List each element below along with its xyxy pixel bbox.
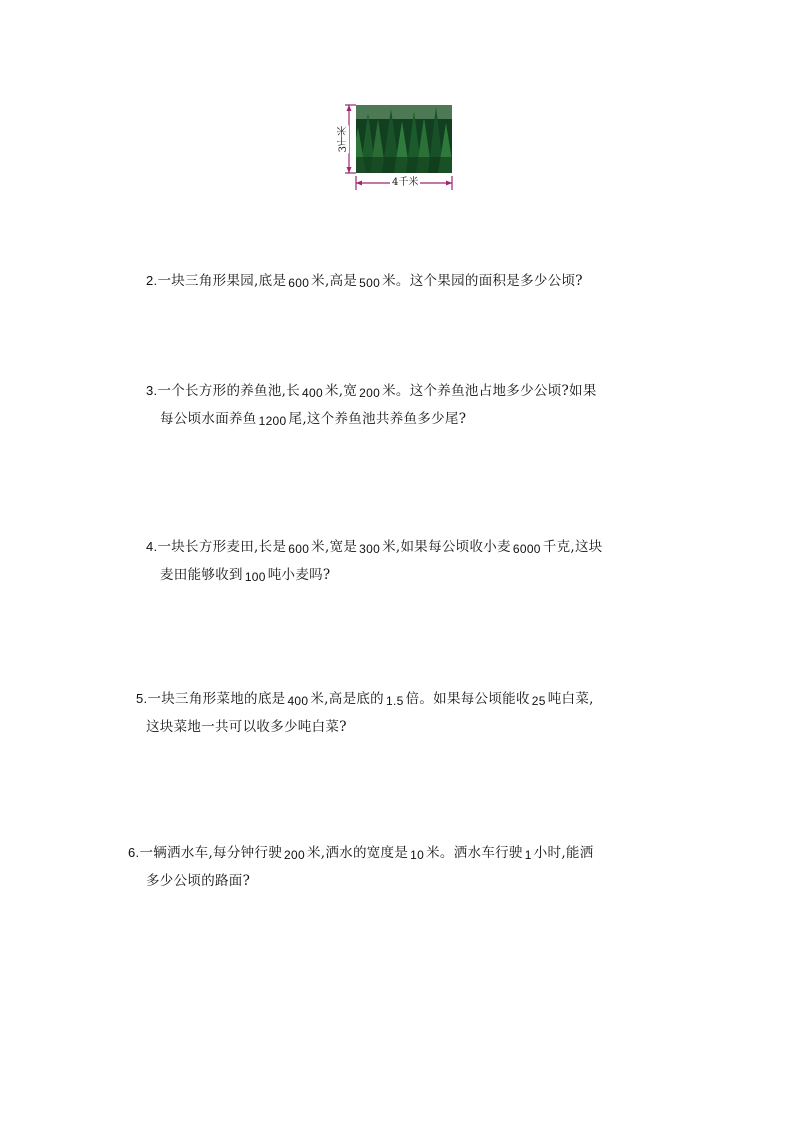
- problem-text: 一块三角形果园,底是: [157, 273, 287, 289]
- problem-number: 2.: [146, 273, 158, 288]
- problem-text: 米。这个养鱼池占地多少公顷?如果: [382, 383, 597, 399]
- number-value: 1: [524, 848, 532, 862]
- problem-text: 米,宽: [324, 383, 358, 399]
- problem-text: 一个长方形的养鱼池,长: [157, 383, 301, 399]
- number-value: 400: [302, 386, 323, 400]
- problem-4: [146, 534, 603, 590]
- problem-text: 米,高是底的: [310, 691, 384, 707]
- problem-text: 每公顷水面养鱼: [160, 411, 257, 427]
- problem-text: 倍。如果每公顷能收: [405, 691, 530, 707]
- problem-text: 一块三角形菜地的底是: [147, 691, 286, 707]
- problem-number: 3.: [146, 383, 158, 398]
- problem-5: [136, 686, 594, 740]
- problem-text: 米。洒水车行驶: [426, 845, 523, 861]
- number-value: 1200: [258, 414, 287, 428]
- width-label: 4千米: [392, 177, 419, 188]
- problem-text: 一块长方形麦田,长是: [157, 539, 287, 555]
- number-value: 600: [288, 542, 310, 556]
- problem-number: 4.: [146, 539, 158, 554]
- number-value: 200: [284, 848, 305, 862]
- number-value: 6000: [512, 542, 541, 556]
- problem-text: 千克,这块: [542, 539, 603, 555]
- forest-figure: [340, 100, 460, 195]
- number-value: 500: [359, 276, 381, 290]
- problem-text: 尾,这个养鱼池共养鱼多少尾?: [288, 411, 467, 427]
- number-value: 25: [531, 694, 546, 708]
- problem-text: 米,洒水的宽度是: [306, 845, 409, 861]
- height-label: 3千米: [338, 126, 349, 153]
- problem-line-2: [146, 562, 603, 590]
- problem-text: 吨小麦吗?: [267, 567, 331, 583]
- problem-line-2: [128, 868, 594, 894]
- number-value: 100: [244, 570, 266, 584]
- problem-line-2: [146, 406, 597, 434]
- number-value: 400: [287, 694, 309, 708]
- problem-text: 多少公顷的路面?: [146, 873, 251, 889]
- problem-text: 米,高是: [311, 273, 358, 289]
- problem-number: 5.: [136, 691, 148, 706]
- problem-line-2: [136, 714, 594, 740]
- problem-text: 吨白菜,: [547, 691, 594, 707]
- problem-text: 麦田能够收到: [160, 567, 243, 583]
- number-value: 1.5: [385, 694, 404, 708]
- problem-2: [146, 268, 583, 296]
- number-value: 600: [288, 276, 310, 290]
- problem-3: [146, 378, 597, 434]
- problem-6: [128, 840, 594, 894]
- problem-text: 米,宽是: [311, 539, 358, 555]
- number-value: 10: [410, 848, 425, 862]
- problem-text: 一辆洒水车,每分钟行驶: [139, 845, 283, 861]
- number-value: 300: [359, 542, 381, 556]
- problem-text: 这块菜地一共可以收多少吨白菜?: [146, 719, 347, 735]
- problem-number: 6.: [128, 845, 140, 860]
- problem-text: 米,如果每公顷收小麦: [382, 539, 511, 555]
- number-value: 200: [359, 386, 381, 400]
- problem-text: 小时,能洒: [533, 845, 594, 861]
- problem-text: 米。这个果园的面积是多少公顷?: [382, 273, 583, 289]
